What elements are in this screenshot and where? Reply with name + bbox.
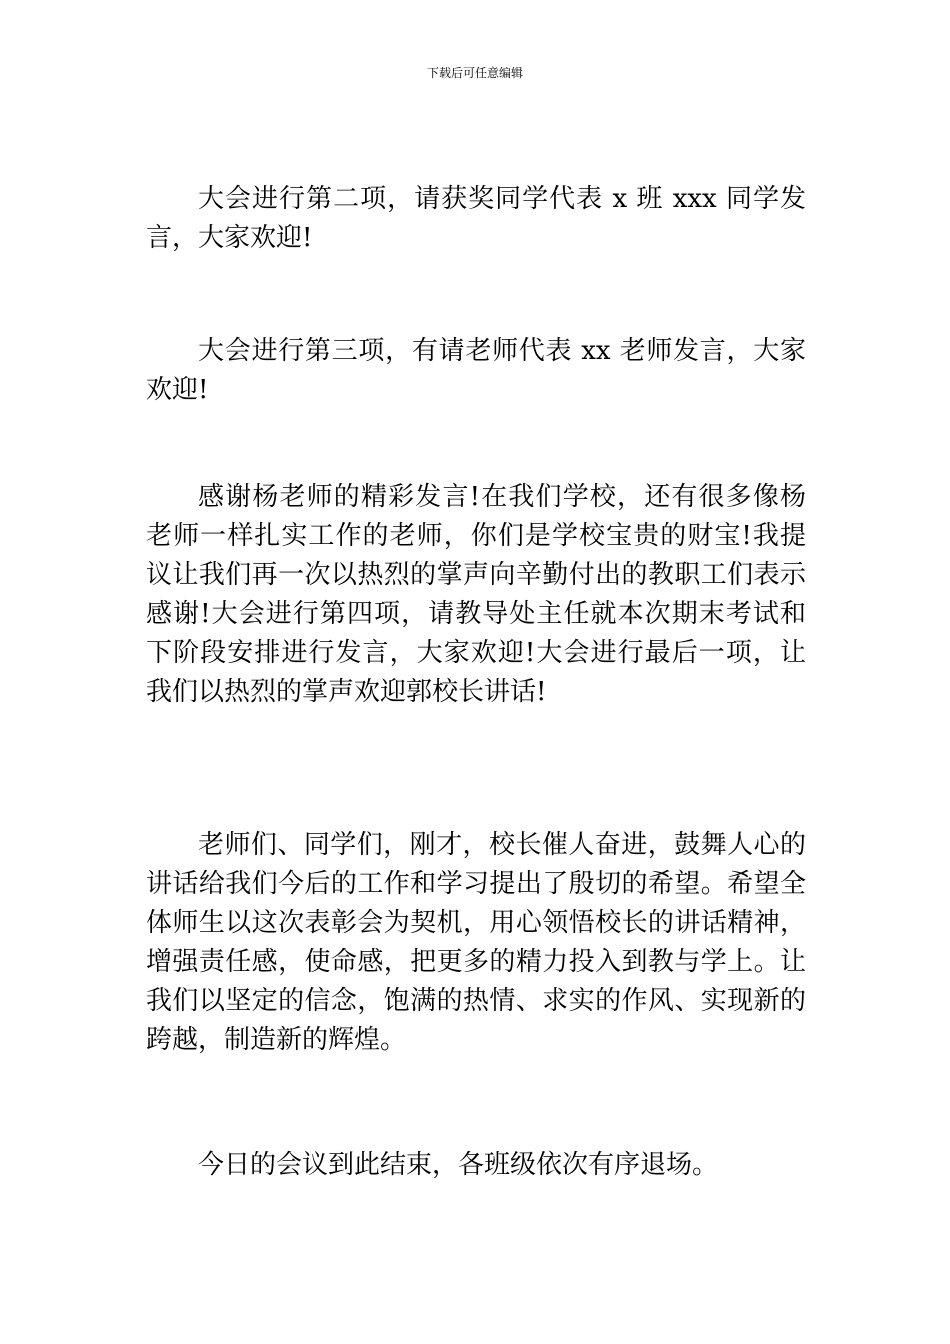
paragraph-meeting-end: 今日的会议到此结束，各班级依次有序退场。 xyxy=(198,1150,719,1180)
paragraph-closing-remarks: 老师们、同学们，刚才，校长催人奋进，鼓舞人心的讲话给我们今后的工作和学习提出了殷切的希望。希望全体师生以这次表彰会为契机，用心领悟校长的讲话精神，增强责任感，使命感，把更多的精力投入到教与学上。让我们以坚定的信念，饱满的热情、求实的作风、实现新的跨越，制造新的辉煌。 xyxy=(146,830,806,1055)
paragraph-thanks-and-fourth-item: 感谢杨老师的精彩发言!在我们学校，还有很多像杨老师一样扎实工作的老师，你们是学校宝贵的财宝!我提议让我们再一次以热烈的掌声向辛勤付出的教职工们表示感谢!大会进行第四项，请教导处主任就本次期末考试和下阶段安排进行发言，大家欢迎!大会进行最后一项，让我们以热烈的掌声欢迎郭校长讲话! xyxy=(146,482,806,707)
paragraph-second-item: 大会进行第二项，请获奖同学代表 x 班 xxx 同学发言，大家欢迎! xyxy=(146,184,806,253)
page-header: 下载后可任意编辑 xyxy=(426,66,523,80)
paragraph-third-item: 大会进行第三项，有请老师代表 xx 老师发言，大家欢迎! xyxy=(146,336,806,405)
